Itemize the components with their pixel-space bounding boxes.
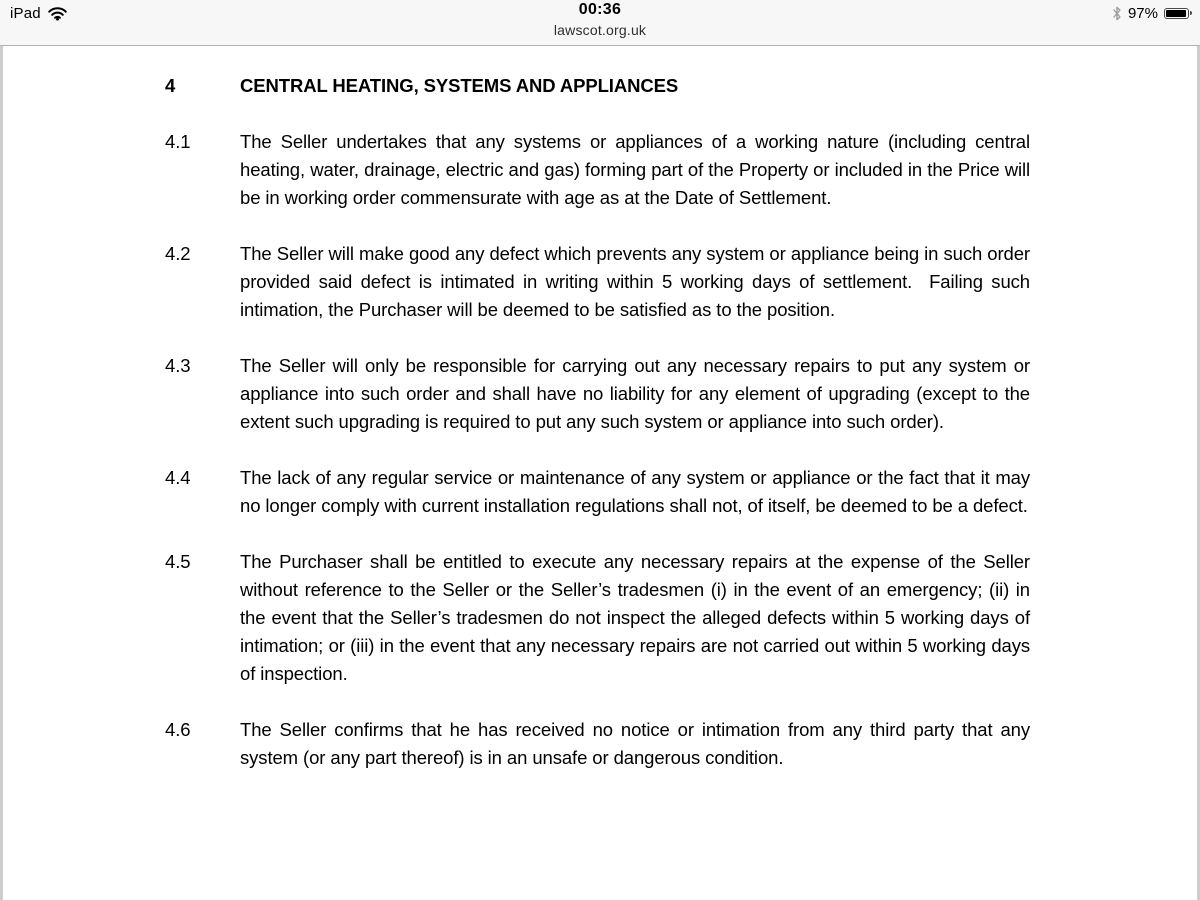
clause-number: 4.4 [165, 467, 191, 488]
document-body [3, 46, 1197, 772]
clause-row [165, 240, 1197, 324]
section-number: 4 [165, 75, 176, 96]
clause-row [165, 548, 1197, 688]
clause-text: The Seller undertakes that any systems or appliances of a working nature (including central heating, water, drainage, electric and gas) forming part of the Property or included in the Price will be in working order commensurate with age as at the Date of Settlement. [240, 131, 1036, 208]
clause-text: The Seller will make good any defect which prevents any system or appliance being in such order provided said defect is intimated in writing within 5 working days of settlement. Failing such intimation, the Purchaser will be deemed to be satisfied as to the position. [240, 243, 1036, 320]
clause-row [165, 352, 1197, 436]
bluetooth-icon [1112, 6, 1122, 21]
clause-number: 4.5 [165, 551, 191, 572]
clause-row [165, 128, 1197, 212]
document-scroll-area[interactable] [3, 46, 1197, 900]
clause-number: 4.2 [165, 243, 191, 264]
section-title: CENTRAL HEATING, SYSTEMS AND APPLIANCES [240, 75, 679, 96]
clause-text: The Purchaser shall be entitled to execute any necessary repairs at the expense of the Seller without reference to the Seller or the Seller’s tradesmen (i) in the event of an emergency; (ii) in the event that the Seller’s tradesmen do not inspect the alleged defects within 5 working days of intimation; or (iii) in the event that any necessary repairs are not carried out within 5 working days of inspection. [240, 551, 1036, 684]
clause-number: 4.3 [165, 355, 191, 376]
site-address-label[interactable]: lawscot.org.uk [553, 22, 647, 38]
clause-row [165, 464, 1197, 520]
battery-icon [1164, 8, 1192, 19]
clock-label: 00:36 [578, 1, 622, 18]
clause-text: The Seller confirms that he has received no notice or intimation from any third party that any system (or any part thereof) is in an unsafe or dangerous condition. [240, 719, 1036, 768]
clause-text: The lack of any regular service or maintenance of any system or appliance or the fact that it may no longer comply with current installation regulations shall not, of itself, be deemed to be a defect. [240, 467, 1036, 516]
status-bar [0, 0, 1200, 46]
status-bar-center[interactable] [0, 2, 1200, 37]
status-bar-right [1112, 4, 1192, 22]
clause-row [165, 716, 1197, 772]
clause-number: 4.6 [165, 719, 191, 740]
battery-percent-label: 97% [1127, 4, 1158, 22]
section-heading [165, 72, 1197, 100]
clause-number: 4.1 [165, 131, 191, 152]
clause-text: The Seller will only be responsible for carrying out any necessary repairs to put any system or appliance into such order and shall have no liability for any element of upgrading (except to the extent such upgrading is required to put any such system or appliance into such order). [240, 355, 1036, 432]
device-label: iPad [10, 4, 41, 22]
pdf-page-left-edge [0, 46, 3, 900]
